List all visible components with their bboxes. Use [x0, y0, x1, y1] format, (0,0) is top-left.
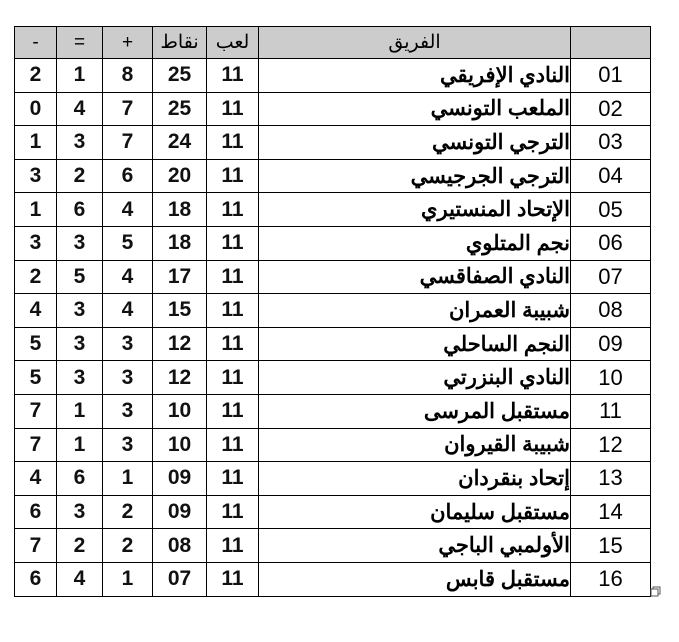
cell-played: 11 [207, 361, 259, 395]
cell-team: مستقبل المرسى [259, 394, 571, 428]
cell-points: 18 [153, 193, 207, 227]
header-played: لعب [207, 27, 259, 59]
cell-played: 11 [207, 126, 259, 160]
cell-draws: 1 [57, 59, 103, 93]
cell-wins: 3 [103, 361, 153, 395]
cell-draws: 1 [57, 394, 103, 428]
cell-wins: 3 [103, 327, 153, 361]
table-row [15, 361, 651, 395]
cell-rank: 11 [571, 394, 651, 428]
cell-points: 15 [153, 294, 207, 328]
header-draws: = [57, 27, 103, 59]
header-row [15, 27, 651, 59]
cell-points: 12 [153, 327, 207, 361]
cell-points: 17 [153, 260, 207, 294]
cell-points: 07 [153, 562, 207, 596]
cell-losses: 6 [15, 495, 57, 529]
cell-rank: 08 [571, 294, 651, 328]
cell-played: 11 [207, 394, 259, 428]
table-row [15, 294, 651, 328]
cell-losses: 5 [15, 361, 57, 395]
cell-draws: 4 [57, 562, 103, 596]
cell-team: مستقبل قابس [259, 562, 571, 596]
cell-points: 09 [153, 462, 207, 496]
table-row [15, 59, 651, 93]
cell-team: شبيبة القيروان [259, 428, 571, 462]
cell-wins: 4 [103, 260, 153, 294]
cell-losses: 1 [15, 193, 57, 227]
cell-wins: 2 [103, 529, 153, 563]
cell-draws: 3 [57, 294, 103, 328]
cell-points: 09 [153, 495, 207, 529]
cell-draws: 6 [57, 193, 103, 227]
cell-rank: 03 [571, 126, 651, 160]
cell-rank: 05 [571, 193, 651, 227]
cell-points: 10 [153, 394, 207, 428]
cell-losses: 6 [15, 562, 57, 596]
table-row [15, 92, 651, 126]
cell-losses: 3 [15, 226, 57, 260]
cell-draws: 3 [57, 126, 103, 160]
table-row [15, 193, 651, 227]
cell-played: 11 [207, 495, 259, 529]
cell-points: 20 [153, 159, 207, 193]
cell-points: 18 [153, 226, 207, 260]
cell-played: 11 [207, 562, 259, 596]
header-rank [571, 27, 651, 59]
cell-draws: 5 [57, 260, 103, 294]
cell-losses: 0 [15, 92, 57, 126]
cell-team: الإتحاد المنستيري [259, 193, 571, 227]
cell-losses: 7 [15, 394, 57, 428]
cell-draws: 2 [57, 159, 103, 193]
table-row [15, 428, 651, 462]
cell-wins: 7 [103, 92, 153, 126]
table-row [15, 327, 651, 361]
cell-rank: 09 [571, 327, 651, 361]
cell-team: شبيبة العمران [259, 294, 571, 328]
cell-team: النادي الصفاقسي [259, 260, 571, 294]
cell-points: 25 [153, 59, 207, 93]
cell-rank: 10 [571, 361, 651, 395]
cell-points: 25 [153, 92, 207, 126]
cell-played: 11 [207, 59, 259, 93]
header-team: الفريق [259, 27, 571, 59]
header-wins: + [103, 27, 153, 59]
cell-wins: 3 [103, 428, 153, 462]
cell-played: 11 [207, 529, 259, 563]
standings-table [14, 26, 651, 597]
cell-rank: 06 [571, 226, 651, 260]
table-row [15, 159, 651, 193]
cell-team: النادي الإفريقي [259, 59, 571, 93]
cell-wins: 7 [103, 126, 153, 160]
cell-wins: 4 [103, 193, 153, 227]
cell-team: الترجي الجرجيسي [259, 159, 571, 193]
cell-wins: 1 [103, 562, 153, 596]
cell-losses: 4 [15, 294, 57, 328]
cell-losses: 5 [15, 327, 57, 361]
cell-wins: 8 [103, 59, 153, 93]
cell-played: 11 [207, 92, 259, 126]
cell-points: 24 [153, 126, 207, 160]
cell-wins: 1 [103, 462, 153, 496]
table-row [15, 495, 651, 529]
cell-played: 11 [207, 193, 259, 227]
cell-losses: 3 [15, 159, 57, 193]
cell-points: 08 [153, 529, 207, 563]
cell-played: 11 [207, 159, 259, 193]
header-points: نقاط [153, 27, 207, 59]
cell-losses: 2 [15, 59, 57, 93]
cell-losses: 1 [15, 126, 57, 160]
cell-draws: 4 [57, 92, 103, 126]
cell-rank: 14 [571, 495, 651, 529]
cell-team: النجم الساحلي [259, 327, 571, 361]
cell-draws: 3 [57, 361, 103, 395]
table-row [15, 529, 651, 563]
cell-wins: 6 [103, 159, 153, 193]
cell-rank: 02 [571, 92, 651, 126]
table-row [15, 126, 651, 160]
cell-rank: 16 [571, 562, 651, 596]
cell-played: 11 [207, 294, 259, 328]
table-row [15, 226, 651, 260]
cell-losses: 7 [15, 428, 57, 462]
header-losses: - [15, 27, 57, 59]
table-row [15, 462, 651, 496]
cell-played: 11 [207, 462, 259, 496]
cell-rank: 01 [571, 59, 651, 93]
cell-team: نجم المتلوي [259, 226, 571, 260]
table-anchor-icon [650, 586, 662, 598]
cell-played: 11 [207, 428, 259, 462]
cell-team: الملعب التونسي [259, 92, 571, 126]
cell-played: 11 [207, 260, 259, 294]
cell-team: مستقبل سليمان [259, 495, 571, 529]
cell-points: 12 [153, 361, 207, 395]
cell-draws: 6 [57, 462, 103, 496]
cell-draws: 3 [57, 495, 103, 529]
cell-team: الأولمبي الباجي [259, 529, 571, 563]
cell-draws: 1 [57, 428, 103, 462]
cell-team: النادي البنزرتي [259, 361, 571, 395]
cell-rank: 04 [571, 159, 651, 193]
cell-played: 11 [207, 226, 259, 260]
cell-wins: 4 [103, 294, 153, 328]
cell-rank: 12 [571, 428, 651, 462]
cell-wins: 2 [103, 495, 153, 529]
cell-team: إتحاد بنقردان [259, 462, 571, 496]
cell-losses: 7 [15, 529, 57, 563]
table-row [15, 562, 651, 596]
cell-played: 11 [207, 327, 259, 361]
cell-rank: 07 [571, 260, 651, 294]
cell-wins: 5 [103, 226, 153, 260]
table-row [15, 260, 651, 294]
cell-wins: 3 [103, 394, 153, 428]
cell-team: الترجي التونسي [259, 126, 571, 160]
cell-points: 10 [153, 428, 207, 462]
cell-losses: 2 [15, 260, 57, 294]
cell-rank: 13 [571, 462, 651, 496]
table-row [15, 394, 651, 428]
cell-draws: 3 [57, 327, 103, 361]
cell-losses: 4 [15, 462, 57, 496]
cell-draws: 3 [57, 226, 103, 260]
cell-rank: 15 [571, 529, 651, 563]
cell-draws: 2 [57, 529, 103, 563]
